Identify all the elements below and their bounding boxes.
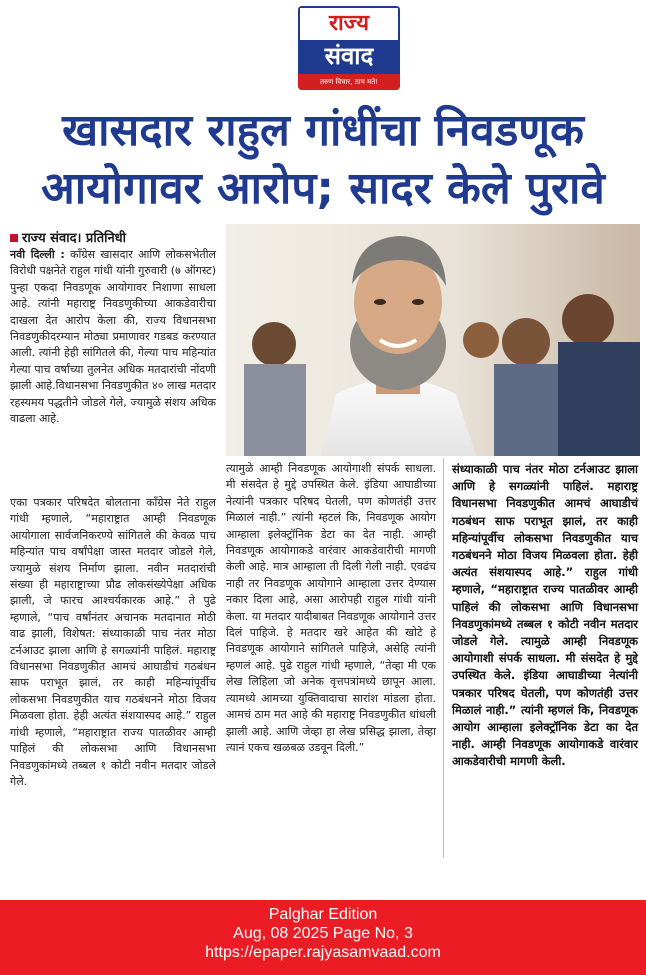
byline-marker-icon bbox=[10, 234, 18, 242]
photo-illustration bbox=[226, 224, 640, 456]
edition-name: Palghar Edition bbox=[268, 906, 378, 923]
edition-date-page: Aug, 08 2025 Page No, 3 bbox=[233, 925, 413, 942]
article-paragraph: संध्याकाळी पाच नंतर मोठा टर्नआउट झाला आणि हे सगळ्यांनी पाहिलं. महाराष्ट्र विधानसभा निवडणुकीत आमचं आघाडीचं गठबंधन साफ पराभूत झालं, तर काही महिन्यांपूर्वीच लोकसभा निवडणुकीत याच गठबंधनने मोठा विजय मिळवला होता. हेही अत्यंत संशयास्पद आहे.” राहुल गांधी म्हणाले, “महाराष्ट्रात राज्य पातळीवर आम्ही पाहिलं की लोकसभा आणि विधानसभा निवडणुकांमध्ये तब्बल १ कोटी नवीन मतदार जोडले गेले. त्यामुळे आम्ही निवडणूक आयोगाशी संपर्क साधला. मी संसदेत हे मुद्दे उपस्थित केले. इंडिया आघाडीच्या नेत्यांनी पत्रकार परिषद घेतली, पण कोणतंही उत्तर मिळालं नाही.” त्यांनी म्हणलं कि, निवडणूक आयोग आम्हाला इलेक्ट्रॉनिक डेटा का देत नाही. आम्ही निवडणूक आयोगाकडे वारंवार आकडेवारीची मागणी केली. bbox=[452, 462, 638, 769]
newspaper-logo bbox=[298, 6, 400, 90]
logo-line1: राज्य bbox=[298, 6, 400, 40]
paragraph-text: काँग्रेस खासदार आणि लोकसभेतील विरोधी पक्षनेते राहुल गांधी यांनी गुरुवारी (७ ऑगस्ट) पुन्हा एकदा निवडणूक आयोगावर निशाणा साधला आहे. त्यांनी महाराष्ट्र निवडणुकीच्या आकडेवारीचा दाखला देत आरोप केला की, राज्य विधानसभा निवडणुकीदरम्यान मोठ्या प्रमाणावर गडबड करण्यात आली. त्यांनी हेही सांगितले की, गेल्या पाच महिन्यांत गेल्या पाच वर्षांच्या तुलनेत अधिक मतदारांची नोंदणी झाली आहे.विधानसभा निवडणुकीत ४० लाख मतदार रहस्यमय पद्धतीने जोडले गेले, ज्यामुळे संशय अधिक वाढला आहे. bbox=[10, 248, 216, 426]
headline-line2: आयोगावर आरोप; सादर केले पुरावे bbox=[41, 163, 605, 214]
article-paragraph: एका पत्रकार परिषदेत बोलताना काँग्रेस नेते राहुल गांधी म्हणाले, “महाराष्ट्रात आम्ही निवडणूक आयोगाला सार्वजनिकरण्ये सांगितले की केवळ पाच महिन्यांत पाच वर्षांपेक्षा जास्त मतदार जोडले गेले, ज्यामुळे संशय निर्माण झाला. नवीन मतदारांची संख्या ही महाराष्ट्राच्या प्रौढ लोकसंख्येपेक्षा अधिक झाली, जे फारच आश्चर्यकारक आहे.” ते पुढे म्हणाले, “पाच वर्षांनंतर अचानक मतदानात मोठी वाढ झाली, विशेषत: संध्याकाळी पाच नंतर मोठा टर्नआउट झाला आणि हे सगळ्यांनी पाहिलं. महाराष्ट्र विधानसभा निवडणुकीत आमचं आघाडीचं गठबंधन साफ पराभूत झालं, तर काही महिन्यांपूर्वीच लोकसभा निवडणुकीत याच गठबंधनने मोठा विजय मिळवला होता. हेही अत्यंत संशयास्पद आहे.” राहुल गांधी म्हणाले, “महाराष्ट्रात राज्य पातळीवर आम्ही पाहिलं की लोकसभा आणि विधानसभा निवडणुकांमध्ये तब्बल १ कोटी नवीन मतदार जोडले गेले. bbox=[10, 496, 216, 788]
byline-text: राज्य संवाद। प्रतिनिधी bbox=[22, 231, 127, 246]
article-headline bbox=[20, 102, 626, 218]
headline-line1: खासदार राहुल गांधींचा निवडणूक bbox=[62, 105, 584, 156]
logo-line2: संवाद bbox=[324, 42, 374, 70]
article-column-2 bbox=[226, 461, 436, 764]
logo-tagline: तरुण विचार, ठाम मते! bbox=[298, 74, 400, 90]
dateline: नवी दिल्ली : bbox=[10, 248, 65, 261]
article-paragraph: त्यामुळे आम्ही निवडणूक आयोगाशी संपर्क साधला. मी संसदेत हे मुद्दे उपस्थित केले. इंडिया आघाडीच्या नेत्यांनी पत्रकार परिषद घेतली, पण कोणतंही उत्तर मिळालं नाही.” त्यांनी म्हटलं कि, निवडणूक आयोग आम्हाला इलेक्ट्रॉनिक डेटा का देत नाही. आम्ही निवडणूक आयोगाकडे वारंवार आकडेवारीची मागणी केली आहे. मात्र आम्हाला ती दिली गेली नाही. एवढंच नाही तर निवडणूक आयोगाने आम्हाला उत्तर देण्यास नकार दिला आहे, असा आरोपही राहुल गांधी यांनी केला. या मतदार यादीबाबत निवडणूक आयोगाने उत्तर दिलं पाहिजे. हे मतदार खरे आहेत की खोटे हे निवडणूक आयोगाने सांगितले पाहिजे, असेहि त्यांनी म्हणलं आहे. पुढे राहुल गांधी म्हणाले, “तेव्हा मी एक लेख लिहिला जो अनेक वृत्तपत्रांमध्ये छापून आला. त्यामध्ये आमच्या युक्तिवादाचा सारांश मांडला होता. आमचं ठाम मत आहे की महाराष्ट्र निवडणुकीत धांधली झाली आहे. आणि जेव्हा हा लेख प्रसिद्ध झाला, तेव्हा त्यानं एकच खळबळ उडवून दिली.” bbox=[226, 462, 436, 754]
article-paragraph bbox=[10, 247, 216, 427]
article-column-1-continued bbox=[10, 495, 216, 798]
column-divider bbox=[443, 458, 444, 858]
byline bbox=[10, 228, 126, 246]
article-column-1 bbox=[10, 247, 216, 435]
edition-footer bbox=[0, 900, 646, 975]
rahul-gandhi-photo bbox=[226, 224, 640, 456]
article-column-3 bbox=[452, 461, 638, 779]
epaper-link[interactable]: https://epaper.rajyasamvaad.com bbox=[205, 944, 441, 961]
